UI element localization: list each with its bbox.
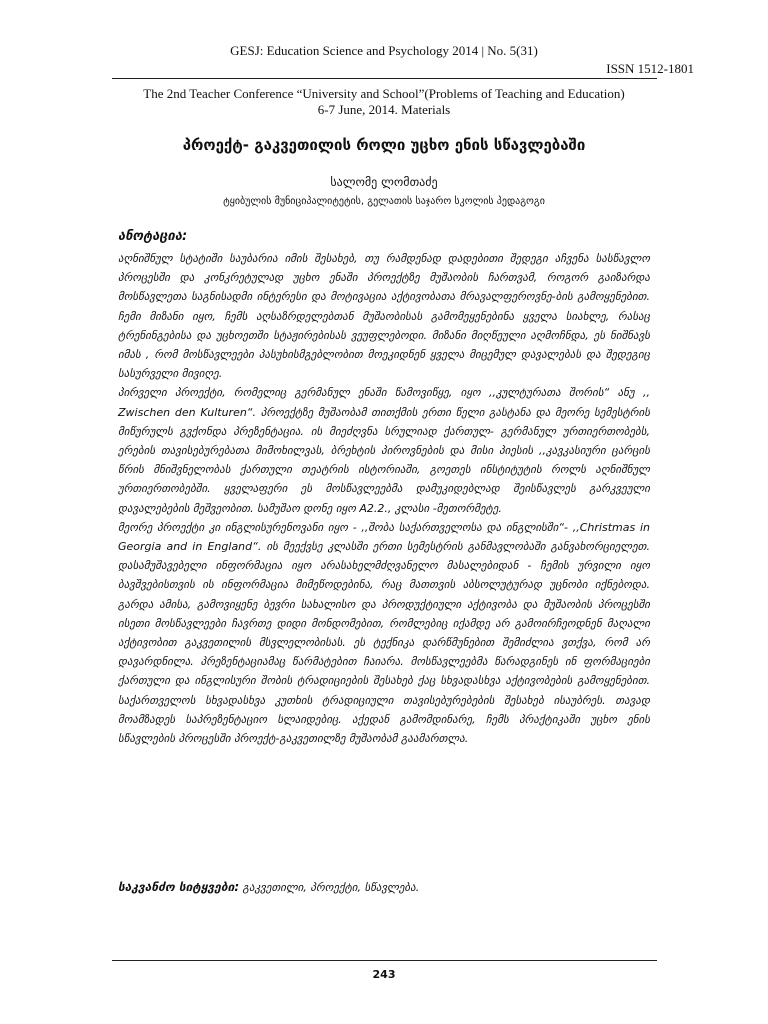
keywords-label: საკვანძო სიტყვები: <box>118 880 240 894</box>
abstract-body <box>118 249 650 748</box>
header-rule <box>112 78 657 79</box>
abstract-paragraph: მეორე პროექტი კი ინგლისურენოვანი იყო - ,,შობა საქართველოსა და ინგლისში“- ,,Christmas in Georgia and in England“. ის მეექვსე კლასში ერთი სემესტრის განმავლობაში განვახორციელეთ. დასამუშავებელი ინფორმაცია იყო არასახელმძღვანელო მასალებიდან - ჩემის ურვილი იყო ბავშვებისთვის ის ინფორმაცია მიმეწოდებინა, რაც მათთვის აბსოლუტურად უცნობი იქნებოდა. გარდა ამისა, გამოვიყენე ბევრი სახალისო და პროდუქტიული აქტივობა და მუშაობის პროცესში ისეთი მოსწავლეები ჩავრთე დიდი მონდომებით, რომლებიც იქამდე არ გამოირჩეოდნენ მაღალი აქტივობით გაკვეთილის მსვლელობისას. ეს ტექნიკა დარწმუნებით შემიძლია ვთქვა, რომ არ დავარდნილა. პრეზენტაციამაც წარმატებით ჩაიარა. მოსწავლეებმა წარადგინეს ინ ფორმაციები ქართული და ინგლისური შობის ტრადიციების შესახებ ქაც სხვადასხვა აქტივობების გამოყენებით. საქართველოს სხვადასხვა კუთხის ტრადიციული თავისებურებების შესახებ ისაუბრეს. თავად მოამზადეს საპრეზენტაციო სლაიდებიც. აქედან გამომდინარე, ჩემს პრაქტიკაში უცხო ენის სწავლების პროცესში პროექტ-გაკვეთილზე მუშაობამ გაამართლა. <box>118 520 650 746</box>
issn: ISSN 1512-1801 <box>606 61 694 76</box>
conference-line-2: 6-7 June, 2014. Materials <box>317 102 451 117</box>
page-number: 243 <box>372 968 396 981</box>
author-name: სალომე ლომთაძე <box>330 175 438 189</box>
conference-info <box>0 86 768 118</box>
author-affiliation: ტყიბულის მუნიციპალიტეტის, გელათის საჯარო სკოლის პედაგოგი <box>223 196 545 207</box>
journal-header: GESJ: Education Science and Psychology 2014 | No. 5(31) <box>230 43 538 58</box>
keywords <box>118 880 650 894</box>
keywords-text: გაკვეთილი, პროექტი, სწავლება. <box>239 881 420 894</box>
footer-rule <box>112 960 657 961</box>
abstract-paragraph: აღნიშნულ სტატიში საუბარია იმის შესახებ, თუ რამდენად დადებითი შედეგი აჩვენა სასწავლო პროცესში და კონკრეტულად უცხო ენაში პროექტზე მუშაობის ჩართვამ, როგორ გაიზარდა მოსწავლეთა საგნისადმი ინტერესი და მოტივაცია აქტივობათა მრავალფეროვნე-ბის გამოყენებით. ჩემი მიზანი იყო, ჩემს აღსაზრდელებთან მუშაობისას გამომეყენებინა ყველა სიახლე, რასაც ტრენინგებისა და უცხოეთში სტაჟირებისას ვეუფლებოდი. მიზანი მიღწეული აღმოჩნდა, ეს ნიშნავს იმას , რომ მოსწავლეები პასუხისმგებლობით მოეკიდნენ ყველა მიცემულ დავალებას და შედეგიც სასურველი მივიღე. <box>118 252 650 381</box>
conference-line-1: The 2nd Teacher Conference “University and School”(Problems of Teaching and Education) <box>143 86 625 101</box>
abstract-heading: ანოტაცია: <box>118 229 188 244</box>
abstract-paragraph: პირველი პროექტი, რომელიც გერმანულ ენაში წამოვიწყე, იყო ,,კულტურათა შორის“ ანუ ,, Zwischen den Kulturen“. პროექტზე მუშაობამ თითქმის ერთი წელი გასტანა და მეორე სემესტრის მიწურულს გვქონდა პრეზენტაცია. ის მიეძღვნა სრულიად ქართულ- გერმანულ ურთიერთობებს, ერების თავისებურებათა მიმოხილვას, ბრეხტის პიროვნების და მისი პიესის ,,კავკასიური ცარცის წრის მნიშვნელობას ქართული თეატრის ისტორიაში, გოეთეს ინსტიტუტის როლს აღნიშნულ ურთიერთობებში. ყველაფერი ეს მოსწავლეებმა დამუკიდებლად შეისწავლეს გარკვეული დავალებების მეშვეობით. სამუშაო დონე იყო A2.2., კლასი -მეთორმეტე. <box>118 386 650 515</box>
article-title: პროექტ- გაკვეთილის როლი უცხო ენის სწავლებაში <box>182 136 586 154</box>
